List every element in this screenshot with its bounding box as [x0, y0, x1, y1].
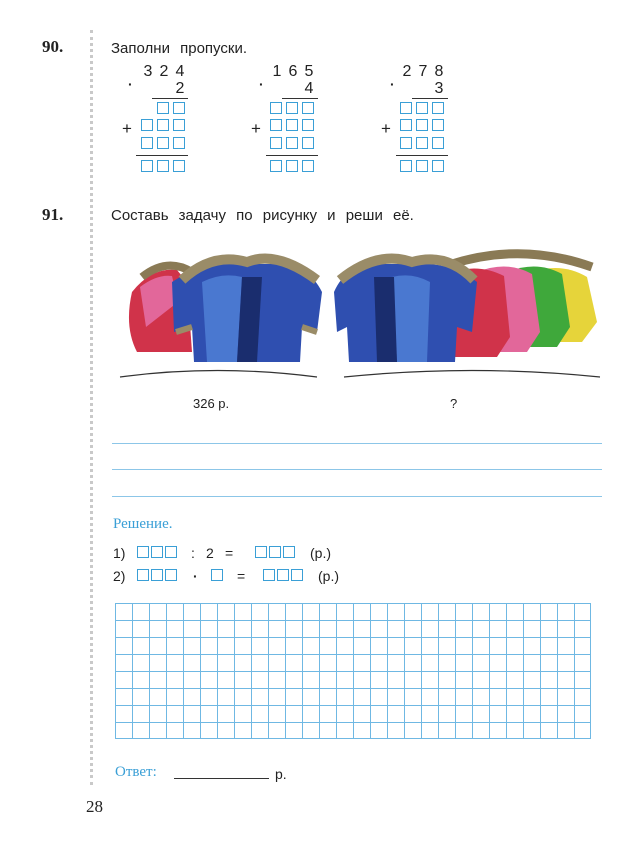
solution-label: Решение. — [113, 516, 173, 532]
answer-box[interactable] — [270, 160, 282, 172]
digit: 2 — [402, 63, 412, 80]
left-brace — [120, 371, 317, 378]
answer-box[interactable] — [141, 137, 153, 149]
answer-box[interactable] — [302, 119, 314, 131]
sum-line — [266, 155, 318, 156]
digit: 4 — [304, 80, 314, 97]
digit: 7 — [418, 63, 428, 80]
multiply-sign: · — [259, 76, 264, 92]
plus-sign: + — [122, 119, 132, 138]
digit: 4 — [175, 63, 185, 80]
multiply-sign: · — [390, 76, 395, 92]
multiply-sign: · — [193, 568, 198, 584]
underline — [152, 98, 188, 99]
unit: (р.) — [318, 568, 339, 584]
squared-work-grid[interactable] — [115, 603, 591, 739]
answer-box[interactable] — [270, 102, 282, 114]
underline — [282, 98, 318, 99]
answer-box[interactable] — [432, 160, 444, 172]
digit: 8 — [434, 63, 444, 80]
task-90-number: 90. — [42, 37, 64, 56]
answer-unit: р. — [275, 766, 287, 782]
task-91-instruction: Составь задачу по рисунку и реши её. — [111, 207, 414, 224]
digit: 1 — [272, 63, 282, 80]
answer-box[interactable] — [432, 119, 444, 131]
answer-box[interactable] — [283, 546, 295, 558]
answer-box[interactable] — [400, 119, 412, 131]
answer-box[interactable] — [173, 102, 185, 114]
writing-line — [112, 469, 602, 470]
answer-box[interactable] — [302, 137, 314, 149]
step-number: 2) — [113, 568, 126, 584]
answer-box[interactable] — [137, 569, 149, 581]
writing-line — [112, 443, 602, 444]
answer-box[interactable] — [269, 546, 281, 558]
answer-box[interactable] — [270, 137, 282, 149]
answer-box[interactable] — [263, 569, 275, 581]
answer-box[interactable] — [165, 569, 177, 581]
multiply-sign: · — [128, 76, 133, 92]
right-brace — [344, 371, 600, 378]
answer-box[interactable] — [173, 137, 185, 149]
page-number: 28 — [86, 797, 103, 816]
answer-box[interactable] — [151, 569, 163, 581]
answer-box[interactable] — [157, 119, 169, 131]
left-price-caption: 326 р. — [193, 396, 230, 411]
writing-line — [112, 496, 602, 497]
answer-box[interactable] — [151, 546, 163, 558]
digit: 3 — [143, 63, 153, 80]
answer-box[interactable] — [270, 119, 282, 131]
answer-box[interactable] — [277, 569, 289, 581]
answer-box[interactable] — [286, 102, 298, 114]
equals-sign: = — [237, 568, 246, 584]
answer-box[interactable] — [141, 119, 153, 131]
digit: 3 — [434, 80, 444, 97]
answer-box[interactable] — [400, 102, 412, 114]
task-90-instruction: Заполни пропуски. — [111, 40, 247, 57]
answer-box[interactable] — [432, 137, 444, 149]
answer-box[interactable] — [157, 160, 169, 172]
answer-box[interactable] — [165, 546, 177, 558]
divide-sign: : — [191, 545, 195, 561]
answer-box[interactable] — [137, 546, 149, 558]
answer-box[interactable] — [286, 137, 298, 149]
answer-box[interactable] — [286, 119, 298, 131]
answer-line[interactable] — [174, 778, 269, 779]
sum-line — [136, 155, 188, 156]
step-number: 1) — [113, 545, 126, 561]
answer-label: Ответ: — [115, 764, 157, 780]
digit: 2 — [175, 80, 185, 97]
task-91-number: 91. — [42, 205, 64, 224]
answer-box[interactable] — [157, 137, 169, 149]
answer-box[interactable] — [173, 160, 185, 172]
digit: 2 — [159, 63, 169, 80]
left-blue-jacket-image — [172, 259, 322, 362]
answer-box[interactable] — [416, 137, 428, 149]
underline — [412, 98, 448, 99]
right-price-caption: ? — [450, 396, 458, 411]
answer-box[interactable] — [400, 137, 412, 149]
answer-box[interactable] — [400, 160, 412, 172]
answer-box[interactable] — [157, 102, 169, 114]
answer-box[interactable] — [141, 160, 153, 172]
answer-box[interactable] — [302, 102, 314, 114]
answer-box[interactable] — [291, 569, 303, 581]
plus-sign: + — [381, 119, 391, 138]
answer-box[interactable] — [416, 102, 428, 114]
equals-sign: = — [225, 545, 234, 561]
answer-box[interactable] — [255, 546, 267, 558]
jackets-illustration — [112, 232, 604, 392]
divisor: 2 — [206, 545, 214, 561]
digit: 6 — [288, 63, 298, 80]
right-blue-jacket-image — [334, 259, 477, 362]
answer-box[interactable] — [211, 569, 223, 581]
answer-box[interactable] — [432, 102, 444, 114]
answer-box[interactable] — [286, 160, 298, 172]
unit: (р.) — [310, 545, 331, 561]
sum-line — [396, 155, 448, 156]
margin-dotted-line — [90, 30, 93, 785]
digit: 5 — [304, 63, 314, 80]
answer-box[interactable] — [416, 160, 428, 172]
answer-box[interactable] — [416, 119, 428, 131]
answer-box[interactable] — [302, 160, 314, 172]
plus-sign: + — [251, 119, 261, 138]
answer-box[interactable] — [173, 119, 185, 131]
